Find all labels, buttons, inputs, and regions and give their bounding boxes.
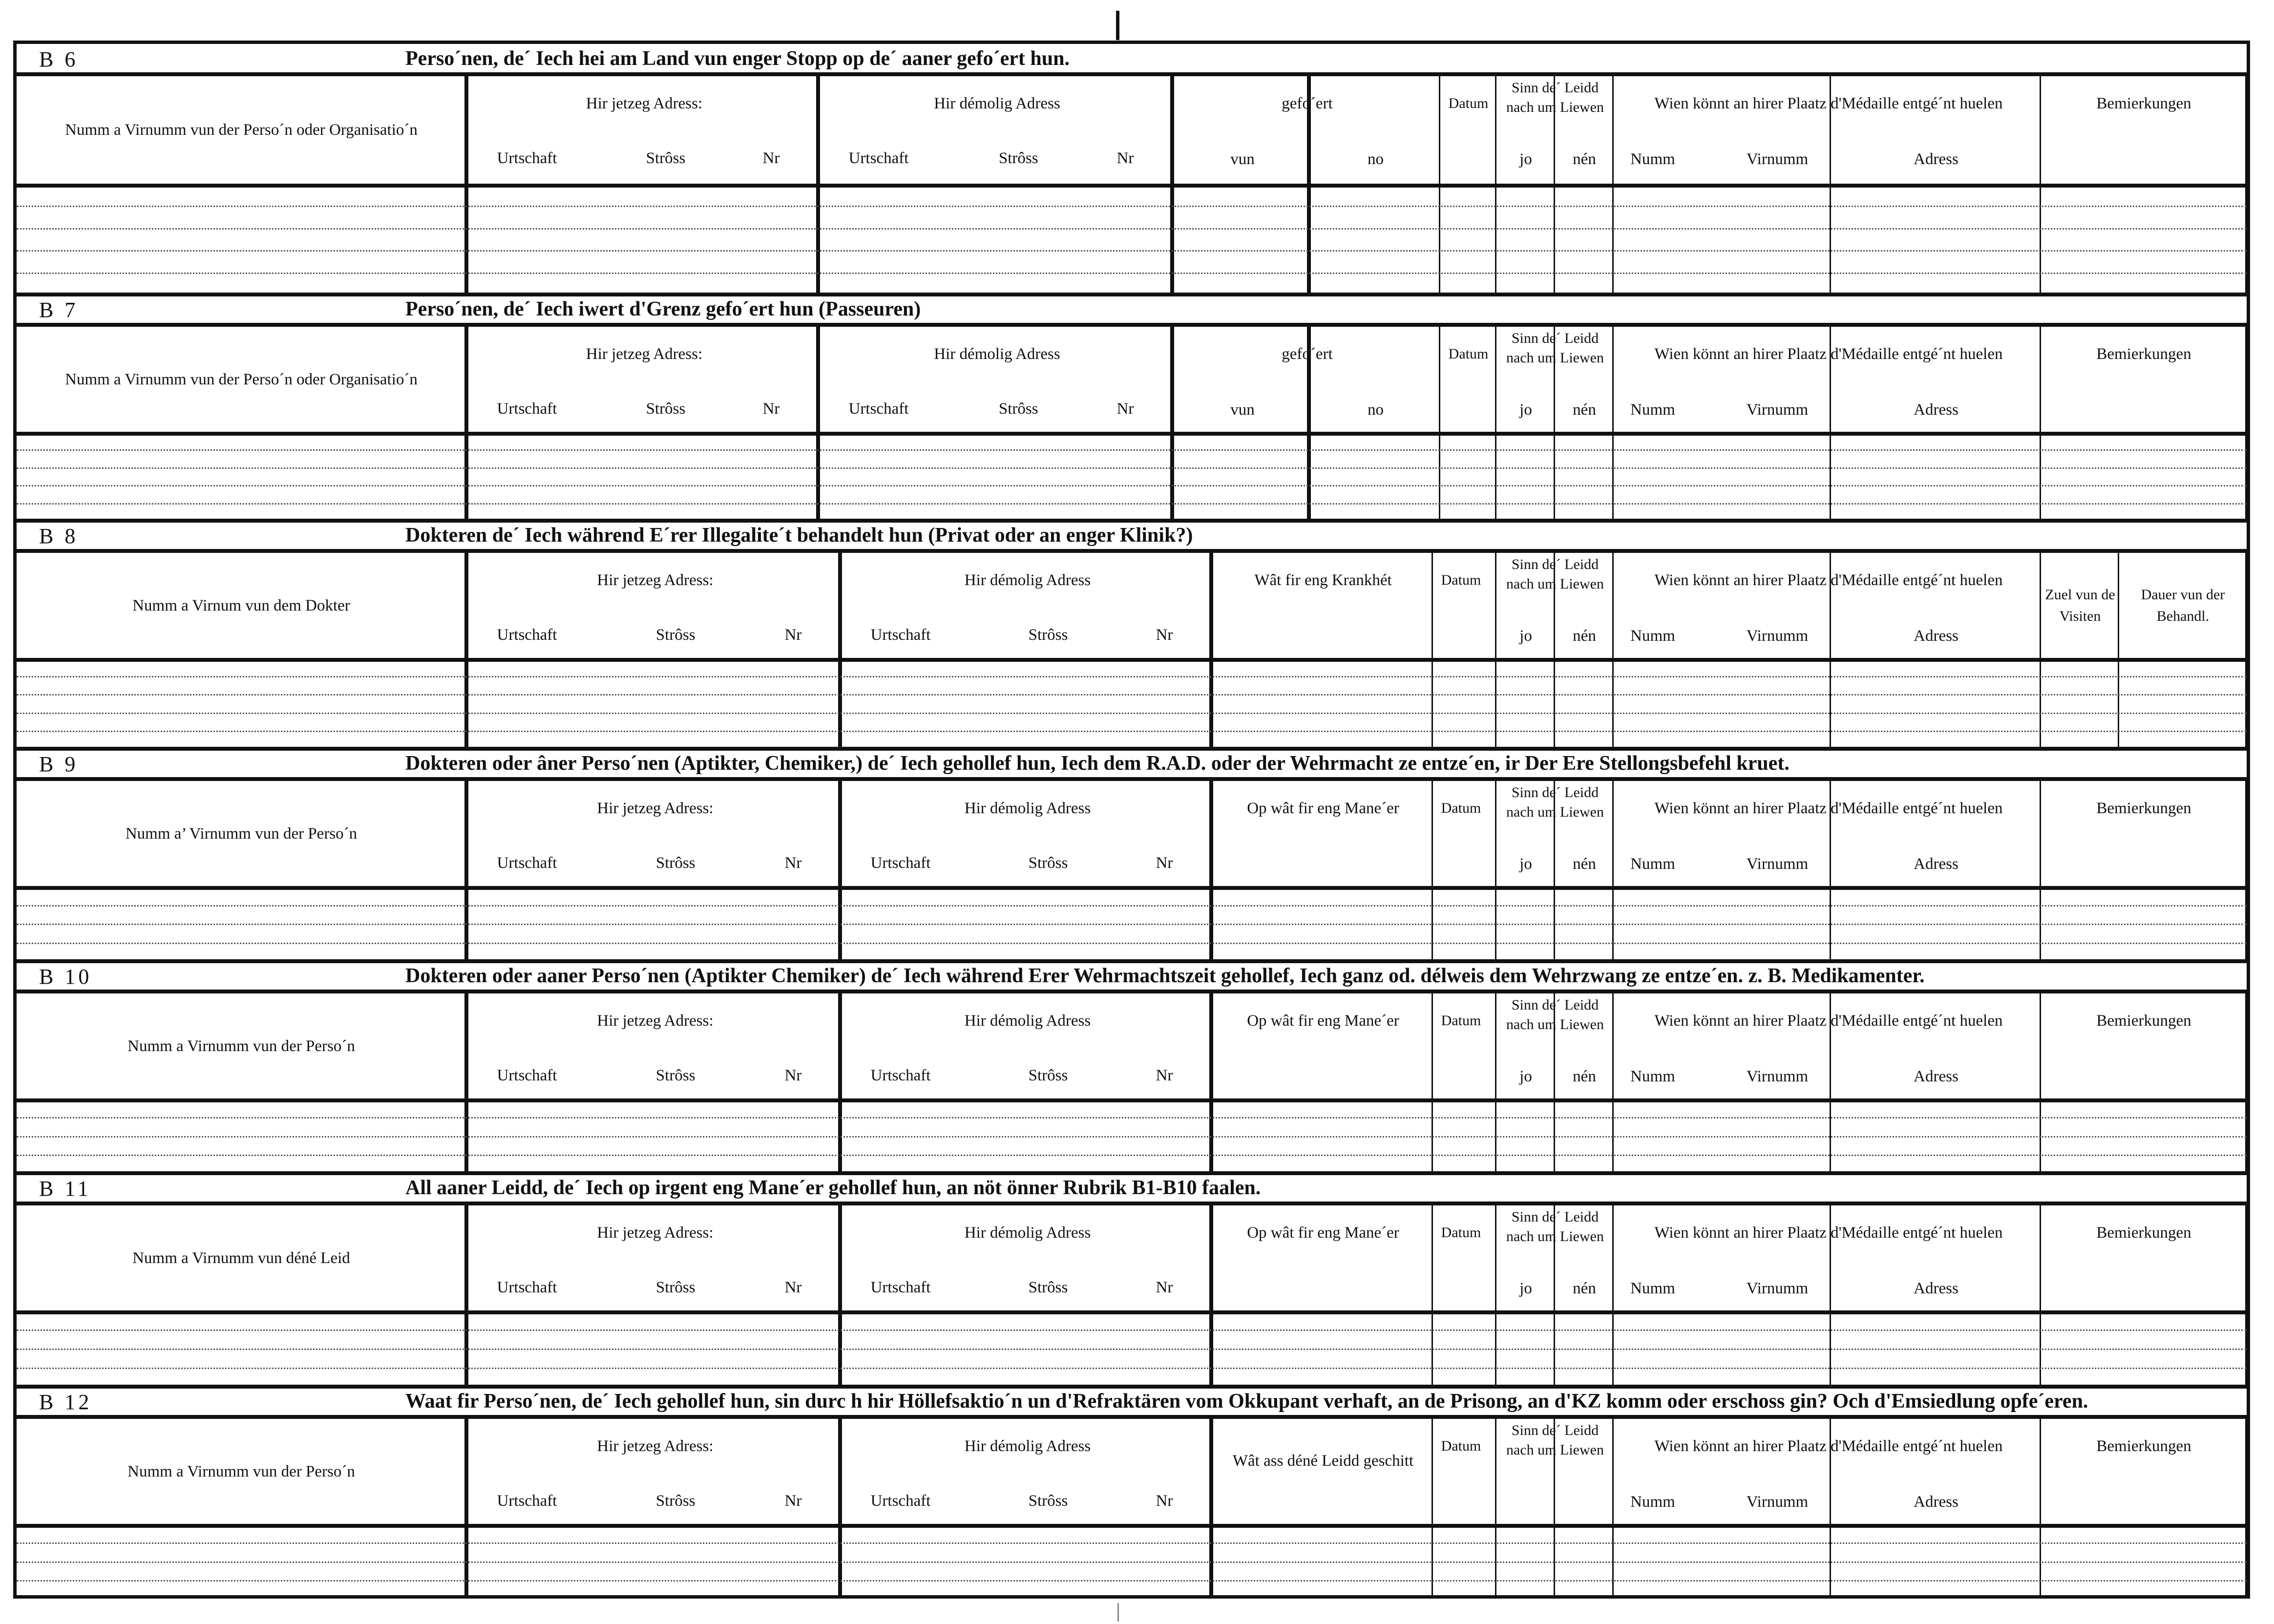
recipient-adress-header: Adress xyxy=(1914,150,1958,168)
urtschaft-header: Urtschaft xyxy=(870,1067,931,1084)
stross-header: Strôss xyxy=(998,149,1038,167)
entry-row-line[interactable] xyxy=(17,1580,2247,1582)
column xyxy=(2041,553,2119,749)
stross-header: Strôss xyxy=(1028,854,1068,872)
section-header xyxy=(17,961,2247,993)
urtschaft-header: Urtschaft xyxy=(497,1492,557,1510)
form-section xyxy=(17,749,2247,961)
stross-header: Strôss xyxy=(1028,1067,1068,1084)
entry-row-line[interactable] xyxy=(17,273,2247,274)
entry-row-line[interactable] xyxy=(17,1542,2247,1544)
current-address-header: Hir jetzeg Adress: xyxy=(597,1224,714,1242)
name-column-header: Numm a Virnumm vun der Perso´n oder Organisatio´n xyxy=(65,121,418,139)
recipient-virnumm-header: Virnumm xyxy=(1746,627,1809,645)
datum-header: Datum xyxy=(1448,346,1489,362)
recipient-numm-header: Numm xyxy=(1630,150,1675,168)
stross-header: Strôss xyxy=(655,1492,695,1510)
jo-header: jo xyxy=(1519,1068,1532,1085)
urtschaft-header: Urtschaft xyxy=(497,854,557,872)
urtschaft-header: Urtschaft xyxy=(870,626,931,644)
stross-header: Strôss xyxy=(655,1067,695,1084)
jo-header: jo xyxy=(1519,1280,1532,1297)
recipient-adress-header: Adress xyxy=(1914,401,1958,419)
recipient-virnumm-header: Virnumm xyxy=(1746,855,1809,873)
nen-header: nén xyxy=(1573,150,1596,168)
alive-header: Sinn de´ Leidd nach um Liewen xyxy=(1506,80,1604,115)
current-address-header: Hir jetzeg Adress: xyxy=(586,345,703,363)
name-column-header: Numm a Virnumm vun der Perso´n oder Organisatio´n xyxy=(65,370,418,388)
entry-row-line[interactable] xyxy=(17,250,2247,252)
recipient-numm-header: Numm xyxy=(1630,1280,1675,1297)
section-code: B 10 xyxy=(39,965,92,989)
form-section xyxy=(17,44,2247,295)
remarks-header: Bemierkungen xyxy=(2096,1224,2191,1242)
top-fold-mark xyxy=(1116,11,1119,40)
entry-row-line[interactable] xyxy=(17,1349,2247,1350)
entry-row-line[interactable] xyxy=(17,503,2247,505)
urtschaft-header: Urtschaft xyxy=(497,149,557,167)
name-column-header: Numm a Virnumm vun déné Leid xyxy=(132,1249,350,1267)
treatment-duration-header: Dauer vun der Behandl. xyxy=(2141,587,2225,624)
recipient-virnumm-header: Virnumm xyxy=(1746,1068,1809,1085)
section-header xyxy=(17,44,2247,76)
recipient-numm-header: Numm xyxy=(1630,627,1675,645)
jo-header: jo xyxy=(1519,627,1532,645)
recipient-virnumm-header: Virnumm xyxy=(1746,1280,1809,1297)
entry-row-line[interactable] xyxy=(17,228,2247,230)
recipient-adress-header: Adress xyxy=(1914,627,1958,645)
section-title: Dokteren de´ Iech während E´rer Illegalite´t behandelt hun (Privat oder an enger Klinik?) xyxy=(405,524,1193,547)
datum-header: Datum xyxy=(1441,1224,1481,1241)
jo-header: jo xyxy=(1519,150,1532,168)
medal-recipient-header: Wien könnt an hirer Plaatz d'Médaille entgé´nt huelen xyxy=(1654,571,2003,589)
header-divider xyxy=(17,1098,2247,1102)
nr-header: Nr xyxy=(1156,854,1173,872)
column xyxy=(2119,553,2247,749)
header-divider xyxy=(17,1524,2247,1528)
former-address-header: Hir démolig Adress xyxy=(964,800,1091,817)
column xyxy=(17,1419,468,1599)
nr-header: Nr xyxy=(784,626,802,644)
no-header: no xyxy=(1368,150,1384,168)
medal-recipient-header: Wien könnt an hirer Plaatz d'Médaille entgé´nt huelen xyxy=(1654,345,2003,363)
current-address-header: Hir jetzeg Adress: xyxy=(586,95,703,112)
nen-header: nén xyxy=(1573,627,1596,645)
stross-header: Strôss xyxy=(998,400,1038,418)
method-header: Op wât fir eng Mane´er xyxy=(1247,800,1399,817)
form-section xyxy=(17,295,2247,521)
section-title: Perso´nen, de´ Iech hei am Land vun enger Stopp op de´ aaner gefo´ert hun. xyxy=(405,47,1070,70)
former-address-header: Hir démolig Adress xyxy=(964,571,1091,589)
header-divider xyxy=(17,886,2247,890)
jo-header: jo xyxy=(1519,401,1532,419)
current-address-header: Hir jetzeg Adress: xyxy=(597,1012,714,1030)
section-header xyxy=(17,1173,2247,1205)
method-header: Op wât fir eng Mane´er xyxy=(1247,1224,1399,1242)
medal-recipient-header: Wien könnt an hirer Plaatz d'Médaille entgé´nt huelen xyxy=(1654,800,2003,817)
alive-header: Sinn de´ Leidd nach um Liewen xyxy=(1506,330,1604,366)
recipient-adress-header: Adress xyxy=(1914,1068,1958,1085)
name-column-header: Numm a Virnumm vun der Perso´n xyxy=(127,1462,355,1480)
urtschaft-header: Urtschaft xyxy=(870,1279,931,1296)
entry-row-line[interactable] xyxy=(17,1368,2247,1369)
no-header: no xyxy=(1368,401,1384,419)
medal-recipient-header: Wien könnt an hirer Plaatz d'Médaille entgé´nt huelen xyxy=(1654,1437,2003,1455)
column xyxy=(17,327,468,521)
method-header: Op wât fir eng Mane´er xyxy=(1247,1012,1399,1030)
header-divider xyxy=(17,658,2247,662)
stross-header: Strôss xyxy=(646,149,686,167)
nr-header: Nr xyxy=(1156,1492,1173,1510)
current-address-header: Hir jetzeg Adress: xyxy=(597,1437,714,1455)
entry-row-line[interactable] xyxy=(17,467,2247,469)
gefoert-header: gefo´ert xyxy=(1282,95,1333,112)
header-divider xyxy=(17,432,2247,436)
nr-header: Nr xyxy=(762,400,780,418)
urtschaft-header: Urtschaft xyxy=(497,1279,557,1296)
entry-row-line[interactable] xyxy=(17,1136,2247,1138)
datum-header: Datum xyxy=(1441,572,1481,588)
section-title: Dokteren oder aaner Perso´nen (Aptikter Chemiker) de´ Iech während Erer Wehrmachtszeit gehollef, Iech ganz od. délweis dem Wehrzwang ze entze´en. z. B. Medikamenter. xyxy=(405,965,1925,987)
remarks-header: Bemierkungen xyxy=(2096,345,2191,363)
remarks-header: Bemierkungen xyxy=(2096,1437,2191,1455)
alive-header: Sinn de´ Leidd nach um Liewen xyxy=(1506,1422,1604,1458)
recipient-adress-header: Adress xyxy=(1914,1493,1958,1511)
remarks-header: Bemierkungen xyxy=(2096,800,2191,817)
column xyxy=(17,553,468,749)
recipient-numm-header: Numm xyxy=(1630,1068,1675,1085)
urtschaft-header: Urtschaft xyxy=(848,400,909,418)
datum-header: Datum xyxy=(1448,95,1489,111)
recipient-virnumm-header: Virnumm xyxy=(1746,401,1809,419)
section-code: B 12 xyxy=(39,1390,92,1414)
former-address-header: Hir démolig Adress xyxy=(964,1437,1091,1455)
current-address-header: Hir jetzeg Adress: xyxy=(597,571,714,589)
name-column-header: Numm a Virnum vun dem Dokter xyxy=(132,596,350,614)
section-title: Dokteren oder âner Perso´nen (Aptikter, Chemiker,) de´ Iech gehollef hun, Iech dem R.A.D. oder der Wehrmacht ze entze´en, ir Der Ere Stellongsbefehl kruet. xyxy=(405,752,1790,775)
nr-header: Nr xyxy=(1156,1067,1173,1084)
nr-header: Nr xyxy=(762,149,780,167)
recipient-numm-header: Numm xyxy=(1630,401,1675,419)
entry-row-line[interactable] xyxy=(17,676,2247,677)
urtschaft-header: Urtschaft xyxy=(848,149,909,167)
form-frame xyxy=(13,41,2250,1599)
nen-header: nén xyxy=(1573,401,1596,419)
section-header xyxy=(17,521,2247,553)
former-address-header: Hir démolig Adress xyxy=(934,95,1060,112)
entry-row-line[interactable] xyxy=(17,943,2247,944)
stross-header: Strôss xyxy=(655,626,695,644)
remarks-header: Bemierkungen xyxy=(2096,1012,2191,1030)
nen-header: nén xyxy=(1573,1280,1596,1297)
illness-header: Wât fir eng Krankhét xyxy=(1254,571,1392,589)
recipient-adress-header: Adress xyxy=(1914,1280,1958,1297)
medal-recipient-header: Wien könnt an hirer Plaatz d'Médaille entgé´nt huelen xyxy=(1654,1224,2003,1242)
recipient-numm-header: Numm xyxy=(1630,855,1675,873)
entry-row-line[interactable] xyxy=(17,1329,2247,1331)
form-section xyxy=(17,521,2247,749)
visits-count-header: Zuel vun de Visiten xyxy=(2045,587,2115,624)
nr-header: Nr xyxy=(1156,626,1173,644)
entry-row-line[interactable] xyxy=(17,449,2247,451)
urtschaft-header: Urtschaft xyxy=(870,854,931,872)
former-address-header: Hir démolig Adress xyxy=(964,1224,1091,1242)
section-header xyxy=(17,749,2247,781)
section-code: B 8 xyxy=(39,524,79,548)
recipient-virnumm-header: Virnumm xyxy=(1746,1493,1809,1511)
column xyxy=(17,781,468,961)
medal-recipient-header: Wien könnt an hirer Plaatz d'Médaille entgé´nt huelen xyxy=(1654,1012,2003,1030)
column xyxy=(1213,1419,1433,1599)
vun-header: vun xyxy=(1230,150,1255,168)
alive-header: Sinn de´ Leidd nach um Liewen xyxy=(1506,997,1604,1033)
entry-row-line[interactable] xyxy=(17,694,2247,696)
section-title: Waat fir Perso´nen, de´ Iech gehollef hun, sin durc h hir Höllefsaktio´n un d'Refraktären vom Okkupant verhaft, an de Prisong, an d'KZ komm oder erschoss gin? Och d'Emsiedlung opfe´eren. xyxy=(405,1390,2088,1413)
nr-header: Nr xyxy=(784,1067,802,1084)
urtschaft-header: Urtschaft xyxy=(870,1492,931,1510)
medal-recipient-header: Wien könnt an hirer Plaatz d'Médaille entgé´nt huelen xyxy=(1654,95,2003,112)
section-header xyxy=(17,295,2247,327)
recipient-numm-header: Numm xyxy=(1630,1493,1675,1511)
datum-header: Datum xyxy=(1441,800,1481,816)
bottom-fold-mark xyxy=(1117,1603,1119,1622)
entry-row-line[interactable] xyxy=(17,905,2247,907)
alive-header: Sinn de´ Leidd nach um Liewen xyxy=(1506,1209,1604,1244)
section-code: B 9 xyxy=(39,752,79,776)
recipient-adress-header: Adress xyxy=(1914,855,1958,873)
form-section xyxy=(17,1387,2247,1599)
entry-row-line[interactable] xyxy=(17,731,2247,732)
current-address-header: Hir jetzeg Adress: xyxy=(597,800,714,817)
datum-header: Datum xyxy=(1441,1438,1481,1454)
section-code: B 11 xyxy=(39,1177,91,1201)
entry-row-line[interactable] xyxy=(17,485,2247,486)
former-address-header: Hir démolig Adress xyxy=(964,1012,1091,1030)
nr-header: Nr xyxy=(784,1492,802,1510)
stross-header: Strôss xyxy=(646,400,686,418)
alive-header: Sinn de´ Leidd nach um Liewen xyxy=(1506,784,1604,820)
section-header xyxy=(17,1387,2247,1419)
entry-row-line[interactable] xyxy=(17,1561,2247,1563)
what-happened-header: Wât ass déné Leidd geschitt xyxy=(1232,1452,1414,1470)
alive-header: Sinn de´ Leidd nach um Liewen xyxy=(1506,556,1604,592)
entry-row-line[interactable] xyxy=(17,206,2247,207)
gefoert-header: gefo´ert xyxy=(1282,345,1333,363)
header-divider xyxy=(17,1310,2247,1314)
nen-header: nén xyxy=(1573,855,1596,873)
nr-header: Nr xyxy=(784,854,802,872)
urtschaft-header: Urtschaft xyxy=(497,1067,557,1084)
column xyxy=(17,1205,468,1387)
vun-header: vun xyxy=(1230,401,1255,419)
column xyxy=(17,993,468,1173)
form-section xyxy=(17,1173,2247,1387)
stross-header: Strôss xyxy=(1028,1279,1068,1296)
name-column-header: Numm a Virnumm vun der Perso´n xyxy=(127,1037,355,1055)
nr-header: Nr xyxy=(784,1279,802,1296)
entry-row-line[interactable] xyxy=(17,1155,2247,1156)
recipient-virnumm-header: Virnumm xyxy=(1746,150,1809,168)
section-title: Perso´nen, de´ Iech iwert d'Grenz gefo´ert hun (Passeuren) xyxy=(405,298,921,320)
nr-header: Nr xyxy=(1156,1279,1173,1296)
section-code: B 7 xyxy=(39,298,79,322)
form-section xyxy=(17,961,2247,1173)
nr-header: Nr xyxy=(1116,400,1134,418)
entry-row-line[interactable] xyxy=(17,1117,2247,1118)
stross-header: Strôss xyxy=(655,854,695,872)
name-column-header: Numm a’ Virnumm vun der Perso´n xyxy=(125,824,358,843)
former-address-header: Hir démolig Adress xyxy=(934,345,1060,363)
urtschaft-header: Urtschaft xyxy=(497,626,557,644)
entry-row-line[interactable] xyxy=(17,713,2247,714)
stross-header: Strôss xyxy=(655,1279,695,1296)
section-code: B 6 xyxy=(39,47,79,71)
nr-header: Nr xyxy=(1116,149,1134,167)
datum-header: Datum xyxy=(1441,1012,1481,1029)
entry-row-line[interactable] xyxy=(17,924,2247,925)
nen-header: nén xyxy=(1573,1068,1596,1085)
header-divider xyxy=(17,184,2247,188)
stross-header: Strôss xyxy=(1028,626,1068,644)
remarks-header: Bemierkungen xyxy=(2096,95,2191,112)
jo-header: jo xyxy=(1519,855,1532,873)
urtschaft-header: Urtschaft xyxy=(497,400,557,418)
stross-header: Strôss xyxy=(1028,1492,1068,1510)
section-title: All aaner Leidd, de´ Iech op irgent eng Mane´er gehollef hun, an nöt önner Rubrik B1-B10 faalen. xyxy=(405,1177,1261,1199)
